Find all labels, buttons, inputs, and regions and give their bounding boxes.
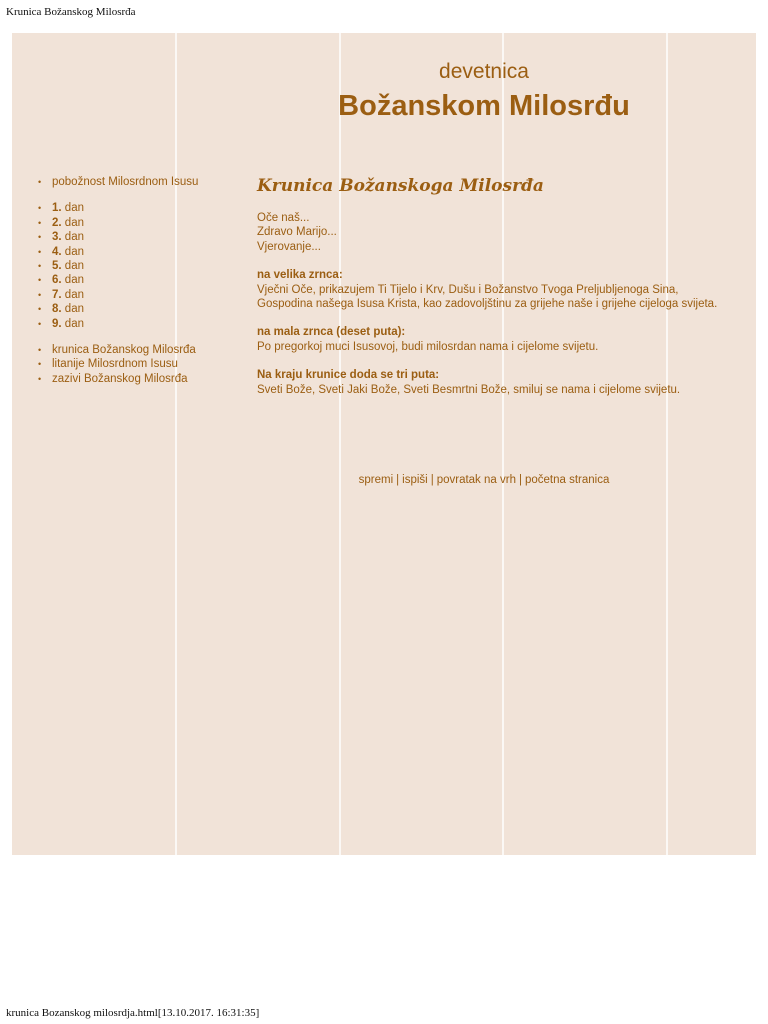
day-number: 7. bbox=[52, 288, 62, 301]
separator: | bbox=[518, 474, 522, 486]
back-to-top-link[interactable]: povratak na vrh bbox=[436, 474, 516, 486]
day-number: 4. bbox=[52, 245, 62, 258]
day-label: dan bbox=[64, 288, 84, 301]
sidebar-group-bottom bbox=[38, 343, 238, 386]
sidebar-item-day-9[interactable] bbox=[38, 317, 238, 331]
sidebar-item-litany[interactable] bbox=[38, 357, 238, 371]
sidebar-item-day-3[interactable] bbox=[38, 230, 238, 244]
sidebar-item-invocations[interactable] bbox=[38, 372, 238, 386]
print-link[interactable]: ispiši bbox=[402, 474, 428, 486]
intro-line: Vjerovanje... bbox=[257, 240, 321, 253]
main-content bbox=[257, 175, 737, 411]
sidebar-item-chaplet[interactable] bbox=[38, 343, 238, 357]
day-number: 3. bbox=[52, 231, 62, 244]
sidebar-item-day-4[interactable] bbox=[38, 245, 238, 259]
intro-line: Zdravo Marijo... bbox=[257, 226, 337, 239]
large-beads-label: na velika zrnca: bbox=[257, 269, 343, 282]
sidebar-link-day-8[interactable] bbox=[52, 303, 84, 315]
ending-text: Sveti Bože, Sveti Jaki Bože, Sveti Besmrtni Bože, smiluj se nama i cijelome svijetu. bbox=[257, 383, 681, 396]
sidebar-group-top bbox=[38, 175, 238, 189]
day-label: dan bbox=[64, 274, 84, 287]
sidebar-link-day-4[interactable] bbox=[52, 246, 84, 258]
day-number: 6. bbox=[52, 274, 62, 287]
sidebar-item-day-5[interactable] bbox=[38, 259, 238, 273]
sidebar-link-day-7[interactable] bbox=[52, 289, 84, 301]
sidebar-nav bbox=[38, 175, 238, 398]
print-header: Krunica Božanskog Milosrđa bbox=[6, 6, 136, 18]
sidebar-item-day-7[interactable] bbox=[38, 288, 238, 302]
separator: | bbox=[430, 474, 434, 486]
day-number: 9. bbox=[52, 317, 62, 330]
day-label: dan bbox=[64, 216, 84, 229]
small-beads-section bbox=[257, 325, 737, 354]
sidebar-item-day-2[interactable] bbox=[38, 216, 238, 230]
large-beads-section bbox=[257, 268, 737, 311]
sidebar-link-day-9[interactable] bbox=[52, 318, 84, 330]
sidebar-link-devotion[interactable]: pobožnost Milosrdnom Isusu bbox=[52, 176, 199, 188]
sidebar-link-day-2[interactable] bbox=[52, 217, 84, 229]
sidebar-link-litany[interactable]: litanije Milosrdnom Isusu bbox=[52, 358, 178, 371]
ending-label: Na kraju krunice doda se tri puta: bbox=[257, 369, 440, 382]
sidebar-link-day-3[interactable] bbox=[52, 231, 84, 243]
sidebar-group-days bbox=[38, 201, 238, 331]
save-link[interactable]: spremi bbox=[358, 474, 394, 486]
page-title: Božanskom Milosrđu bbox=[338, 90, 630, 122]
sidebar-link-invocations[interactable]: zazivi Božanskog Milosrđa bbox=[52, 372, 188, 385]
ending-section bbox=[257, 368, 737, 397]
footer-links bbox=[234, 474, 734, 486]
sidebar-item-day-6[interactable] bbox=[38, 273, 238, 287]
small-beads-text: Po pregorkoj muci Isusovoj, budi milosrdan nama i cijelome svijetu. bbox=[257, 340, 599, 353]
sidebar-link-day-5[interactable] bbox=[52, 260, 84, 272]
print-footer: krunica Bozanskog milosrdja.html[13.10.2017. 16:31:35] bbox=[6, 1007, 260, 1019]
sidebar-link-day-6[interactable] bbox=[52, 274, 84, 286]
day-label: dan bbox=[64, 202, 84, 215]
page-panel bbox=[12, 33, 756, 855]
day-number: 8. bbox=[52, 303, 62, 316]
day-number: 5. bbox=[52, 260, 62, 273]
sidebar-link-chaplet[interactable]: krunica Božanskog Milosrđa bbox=[52, 344, 196, 357]
intro-prayers bbox=[257, 211, 737, 254]
day-label: dan bbox=[64, 260, 84, 273]
large-beads-text: Vječni Oče, prikazujem Ti Tijelo i Krv, Dušu i Božanstvo Tvoga Preljubljenoga Sina, Gospodina našega Isusa Krista, kao zadovoljštinu za grijehe naše i grijehe cijeloga svijeta. bbox=[257, 283, 718, 311]
small-beads-label: na mala zrnca (deset puta): bbox=[257, 326, 406, 339]
page-subtitle: devetnica bbox=[439, 60, 529, 83]
sidebar-link-day-1[interactable] bbox=[52, 202, 84, 214]
day-label: dan bbox=[64, 303, 84, 316]
day-label: dan bbox=[64, 231, 84, 244]
home-page-link[interactable]: početna stranica bbox=[524, 474, 610, 486]
separator: | bbox=[396, 474, 400, 486]
intro-line: Oče naš... bbox=[257, 212, 310, 224]
day-number: 1. bbox=[52, 202, 62, 215]
sidebar-item-day-8[interactable] bbox=[38, 302, 238, 316]
sidebar-item-devotion[interactable] bbox=[38, 175, 238, 189]
content-title: Krunica Božanskoga Milosrđa bbox=[257, 176, 544, 196]
day-label: dan bbox=[64, 245, 84, 258]
sidebar-item-day-1[interactable] bbox=[38, 201, 238, 215]
day-number: 2. bbox=[52, 216, 62, 229]
day-label: dan bbox=[64, 317, 84, 330]
